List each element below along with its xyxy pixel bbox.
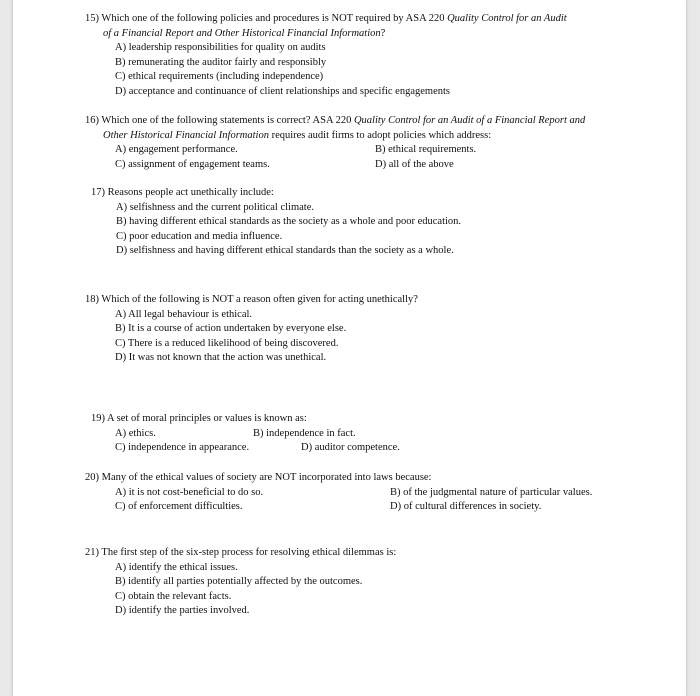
option-row	[91, 427, 400, 442]
option-d: D) auditor competence.	[301, 442, 400, 454]
option-a: A) it is not cost-beneficial to do so.	[115, 486, 264, 498]
option-b: B) It is a course of action undertaken by everyone else.	[115, 323, 347, 335]
option-d: D) It was not known that the action was unethical.	[115, 352, 327, 364]
question-18	[85, 293, 418, 366]
option-c: C) assignment of engagement teams.	[115, 158, 270, 170]
option-row	[85, 486, 592, 501]
question-20	[85, 471, 592, 515]
question-21	[85, 546, 396, 619]
option-a: A) leadership responsibilities for quality on audits	[115, 42, 326, 54]
option-d: D) identify the parties involved.	[115, 605, 250, 617]
question-15	[85, 12, 567, 100]
option-b: B) of the judgmental nature of particular values.	[390, 486, 593, 498]
question-15-stem-line2: of a Financial Report and Other Historical Financial Information?	[103, 27, 386, 39]
option-d: D) all of the above	[375, 158, 454, 170]
option-d: D) selfishness and having different ethical standards than the society as a whole.	[116, 245, 454, 257]
option-c: C) ethical requirements (including independence)	[115, 71, 324, 83]
option-row	[85, 158, 585, 173]
question-16-stem-line1: 16) Which one of the following statements is correct? ASA 220 Quality Control for an Audit of a Financial Report and	[85, 115, 586, 126]
option-a: A) identify the ethical issues.	[115, 561, 238, 573]
question-15-stem-line1: 15) Which one of the following policies and procedures is NOT required by ASA 220 Quality Control for an Audit	[85, 13, 567, 24]
question-19-stem: 19) A set of moral principles or values is known as:	[91, 413, 307, 424]
question-16	[85, 114, 585, 172]
question-17	[91, 186, 461, 259]
option-row	[91, 441, 400, 456]
question-18-stem: 18) Which of the following is NOT a reason often given for acting unethically?	[85, 294, 418, 305]
option-a: A) ethics.	[115, 427, 156, 439]
option-c: C) of enforcement difficulties.	[115, 501, 243, 513]
option-b: B) independence in fact.	[253, 427, 356, 439]
option-a: A) selfishness and the current political climate.	[116, 201, 314, 213]
option-d: D) of cultural differences in society.	[390, 501, 542, 513]
option-b: B) ethical requirements.	[375, 144, 477, 156]
option-a: A) All legal behaviour is ethical.	[115, 308, 253, 320]
option-c: C) poor education and media influence.	[116, 230, 283, 242]
question-21-stem: 21) The first step of the six-step process for resolving ethical dilemmas is:	[85, 547, 397, 558]
question-19	[91, 412, 400, 456]
option-a: A) engagement performance.	[115, 144, 238, 156]
question-20-stem: 20) Many of the ethical values of society are NOT incorporated into laws because:	[85, 472, 432, 483]
option-b: B) remunerating the auditor fairly and responsibly	[115, 56, 327, 68]
option-b: B) having different ethical standards as the society as a whole and poor education.	[116, 216, 462, 228]
question-17-stem: 17) Reasons people act unethically include:	[91, 187, 274, 198]
document-page	[13, 0, 686, 696]
option-c: C) independence in appearance.	[115, 442, 250, 454]
option-c: C) obtain the relevant facts.	[115, 590, 232, 602]
question-16-stem-line2: Other Historical Financial Information requires audit firms to adopt policies which address:	[103, 129, 492, 141]
option-c: C) There is a reduced likelihood of being discovered.	[115, 337, 339, 349]
option-b: B) identify all parties potentially affected by the outcomes.	[115, 576, 363, 588]
option-d: D) acceptance and continuance of client relationships and specific engagements	[115, 85, 450, 97]
option-row	[85, 143, 585, 158]
option-row	[85, 500, 592, 515]
